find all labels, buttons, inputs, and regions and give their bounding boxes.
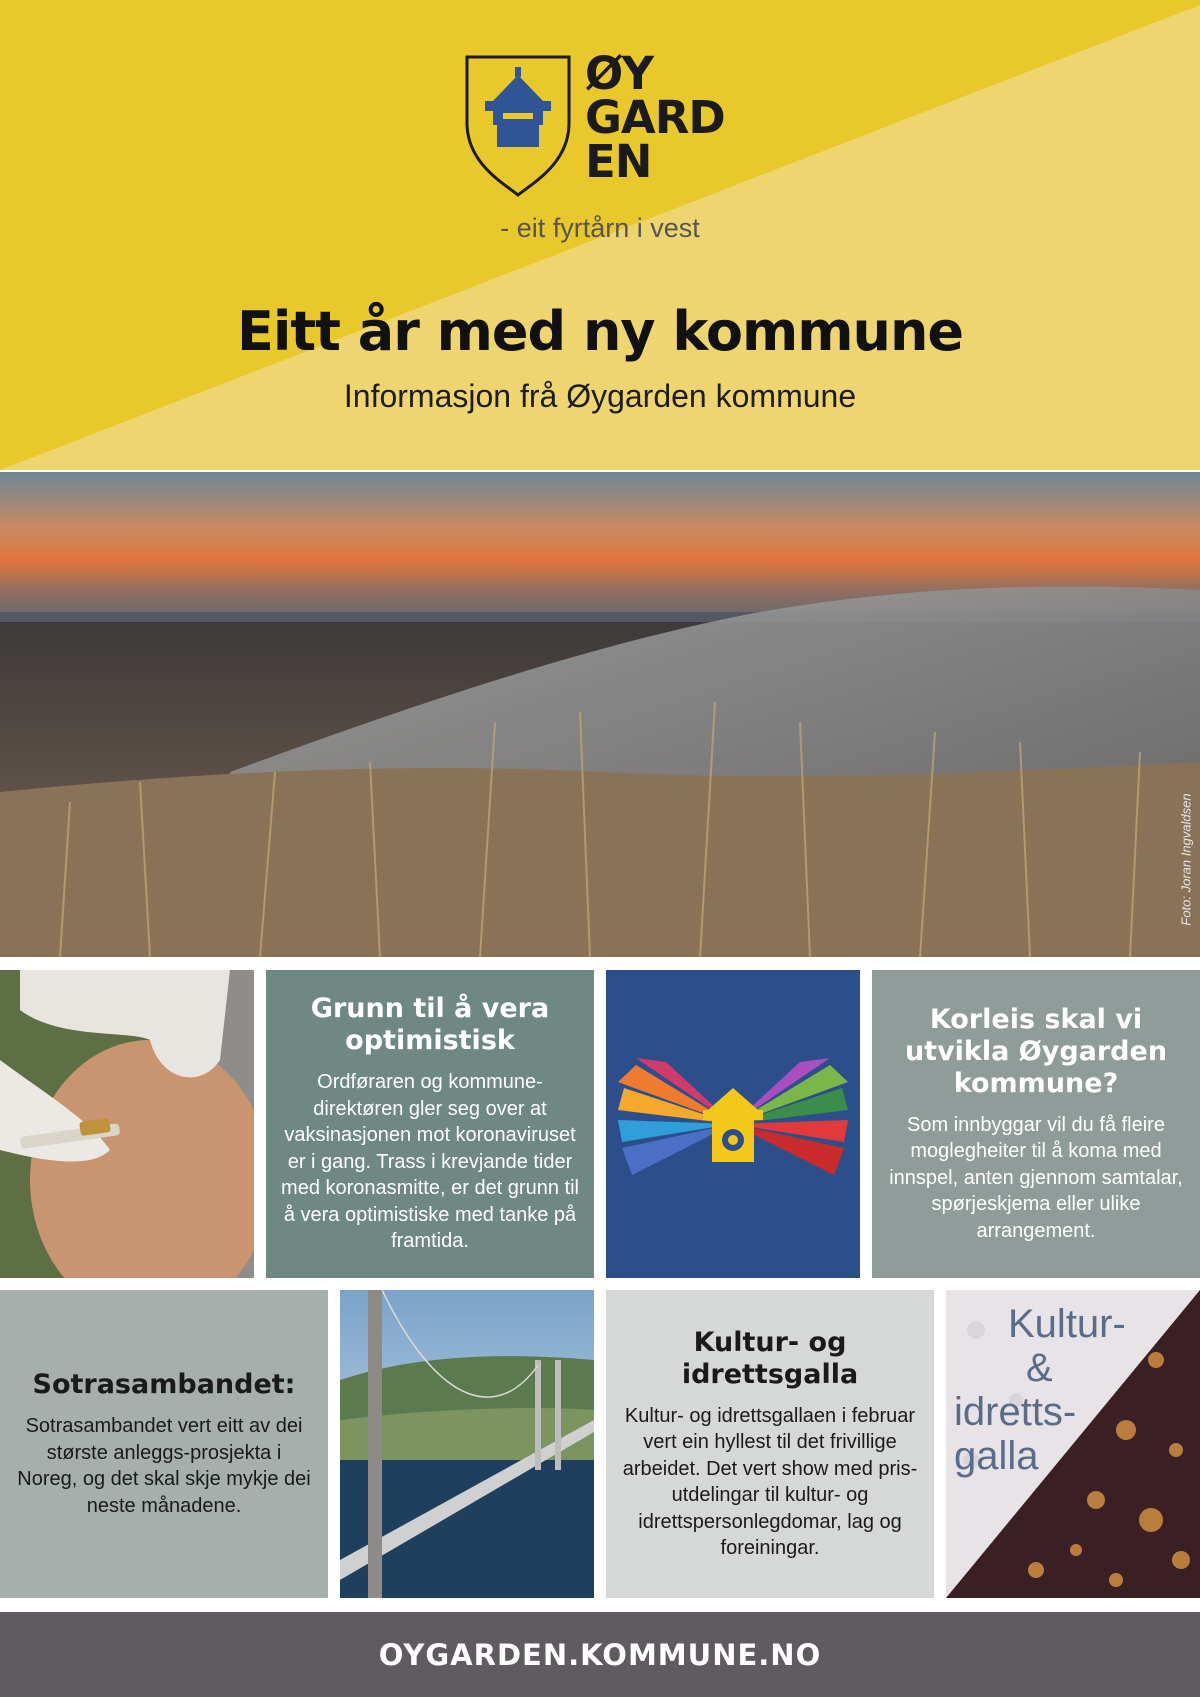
galla-tile (606, 1290, 934, 1598)
vaccination-photo-icon (0, 970, 254, 1278)
landscape-sunset-photo-icon (0, 472, 1200, 957)
develop-body: Som innbyggar vil du få fleire moglegheiter til å koma med innspel, anten gjennom samtalar, spørjeskjema eller ulike arrangement. (889, 1113, 1183, 1242)
optimism-title: Grunn til å vera optimistisk (310, 993, 550, 1057)
develop-tile (872, 970, 1200, 1278)
page-subtitle: Informasjon frå Øygarden kommune (343, 378, 857, 414)
lighthouse-rays-emblem-icon (606, 970, 860, 1278)
optimism-tile (266, 970, 594, 1278)
galla-art-tile (946, 1290, 1200, 1598)
optimism-body: Ordføraren og kommune-direktøren gler seg over at vaksinasjonen mot koronaviruset er i gang. Trass i krevjande tider med koronasmitte, er det grunn til å vera optimistiske med tanke på framtida. (281, 1071, 579, 1253)
logo-wordmark (585, 47, 755, 188)
logo-line-1: ØY (585, 47, 654, 100)
vaccine-photo-tile (0, 970, 254, 1278)
website-link[interactable]: OYGARDEN.KOMMUNE.NO (378, 1637, 822, 1672)
header-banner (0, 0, 1200, 470)
sotra-title: Sotrasambandet: (32, 1369, 296, 1400)
emblem-tile (606, 970, 860, 1278)
galla-art-line-3: idretts- (954, 1390, 1077, 1434)
galla-art-line-1: Kultur- (1008, 1302, 1126, 1346)
galla-art-line-4: galla (954, 1434, 1039, 1478)
photo-credit: Foto: Joran Ingvaldsen (1178, 793, 1194, 926)
logo-line-2: GARD (585, 91, 725, 144)
galla-art-line-2: & (1026, 1346, 1053, 1390)
shield-logo-icon (463, 53, 573, 198)
bridge-photo-tile (340, 1290, 594, 1598)
sotra-tile (0, 1290, 328, 1598)
logo-line-3: EN (585, 135, 652, 188)
galla-title: Kultur- og idrettsgalla (681, 1326, 859, 1390)
footer-bar (0, 1612, 1200, 1697)
hero-photo (0, 472, 1200, 957)
sotra-body: Sotrasambandet vert eitt av dei største anleggs-prosjekta i Noreg, og det skal skje mykje dei neste månadene. (17, 1415, 311, 1517)
bridge-photo-icon (340, 1290, 594, 1598)
page-title: Eitt år med ny kommune (236, 300, 964, 363)
develop-title: Korleis skal vi utvikla Øygarden kommune? (904, 1003, 1168, 1099)
tagline: - eit fyrtårn i vest (500, 213, 700, 243)
galla-body: Kultur- og idrettsgallaen i februar vert ein hyllest til det frivillige arbeidet. Det vert show med pris-utdelingar til kultur- og idrettspersonlegdomar, lag og foreiningar. (622, 1404, 918, 1559)
